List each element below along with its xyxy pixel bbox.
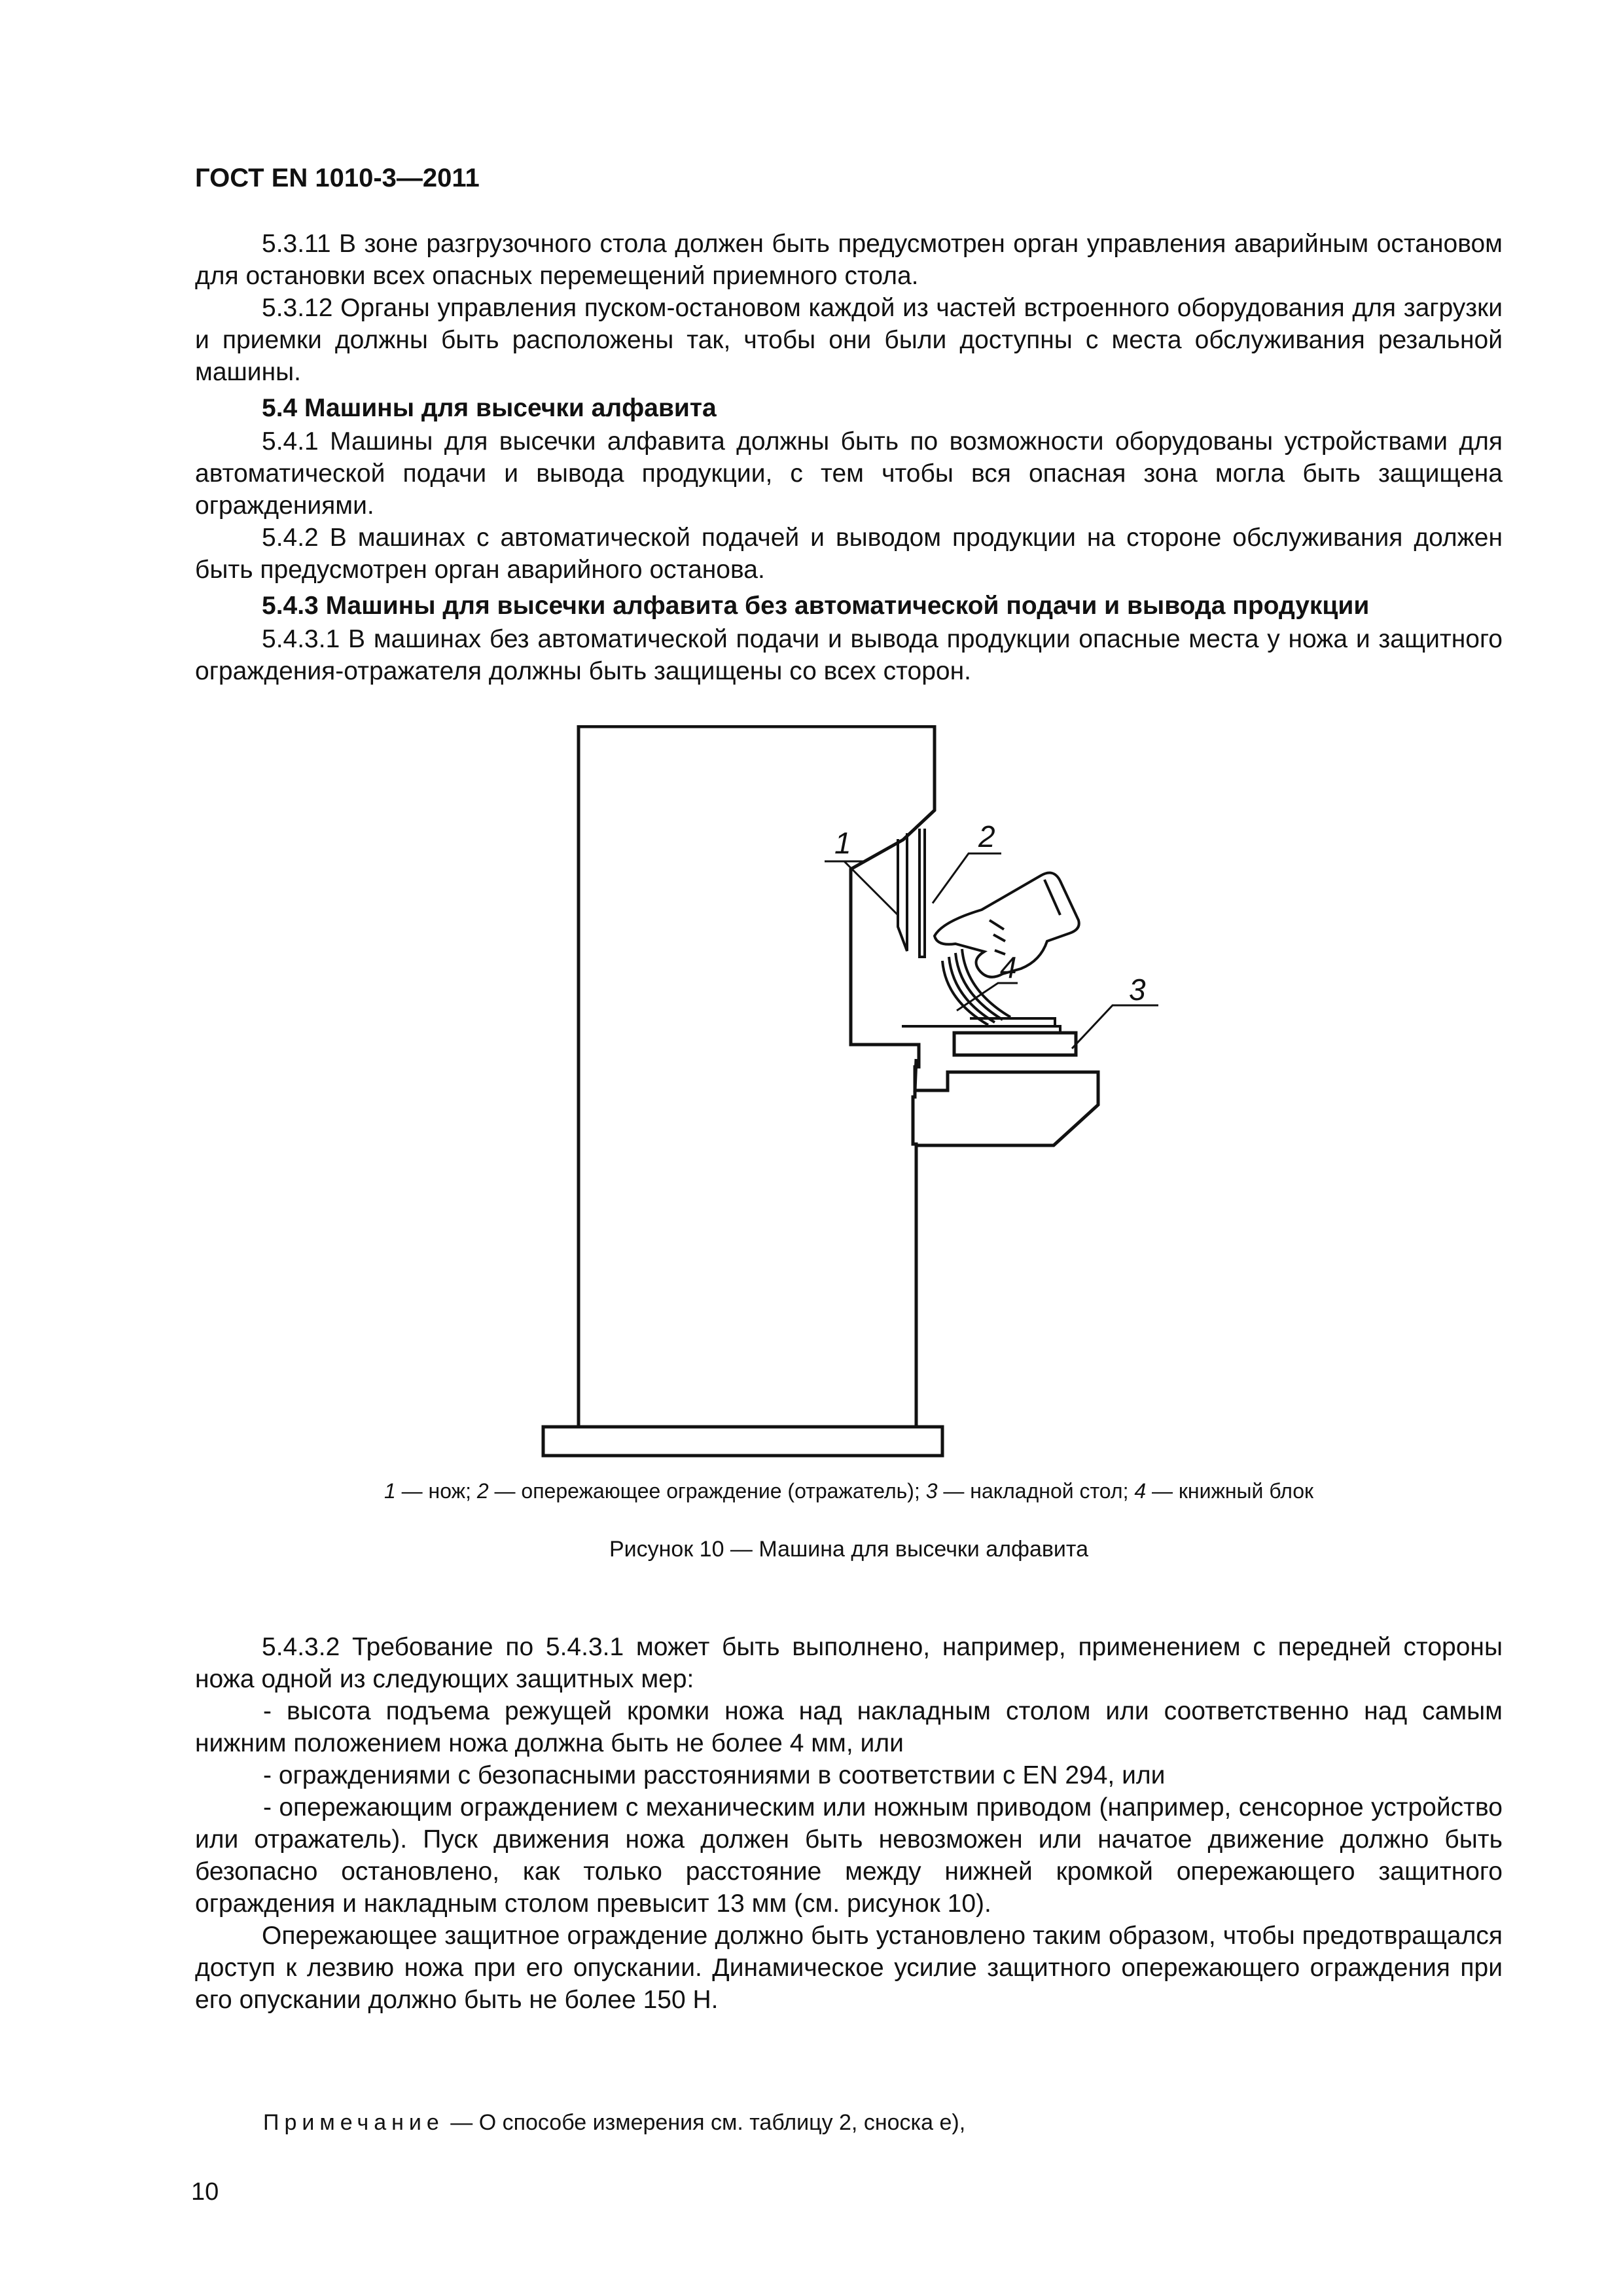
- feed-table: [954, 1033, 1076, 1055]
- note-label: Примечание: [263, 2110, 444, 2135]
- paragraph-5-4-1: 5.4.1 Машины для высечки алфавита должны быть по возможности оборудованы устройствами для автоматической подачи и вывода продукции, с тем чтобы вся опасная зона могла быть защищена ограждениями.: [195, 427, 1503, 520]
- document-header: ГОСТ EN 1010-3—2011: [195, 164, 480, 192]
- text-block-bottom: [195, 1631, 1503, 2016]
- figure-legend: 1 — нож; 2 — опережающее ограждение (отражатель); 3 — накладной стол; 4 — книжный блок: [383, 1479, 1314, 1503]
- paragraph-5-4-3-2: 5.4.3.2 Требование по 5.4.3.1 может быть выполнено, например, применением с передней стороны ножа одной из следующих защитных мер:: [195, 1633, 1503, 1693]
- machine-base: [543, 1427, 942, 1456]
- machine-frame: [579, 726, 935, 1427]
- callout-1: 1: [834, 826, 851, 860]
- text-block-top: [195, 228, 1503, 687]
- paragraph-guard-requirement: Опережающее защитное ограждение должно быть установлено таким образом, чтобы предотвращался доступ к лезвию ножа при его опускании. Динамическое усилие защитного опережающего ограждения при его опускании должно быть не более 150 Н.: [195, 1922, 1503, 2014]
- callout-3: 3: [1129, 973, 1146, 1007]
- bullet-item: - ограждениями с безопасными расстояниями в соответствии с EN 294, или: [263, 1761, 1166, 1789]
- book-block: [942, 949, 1055, 1026]
- bullet-item: - высота подъема режущей кромки ножа над накладным столом или соответственно над самым нижним положением ножа должна быть не более 4 мм, или: [195, 1697, 1503, 1757]
- figure-machine-drawing: [537, 725, 1158, 1465]
- paragraph-5-3-11: 5.3.11 В зоне разгрузочного стола должен быть предусмотрен орган управления аварийным остановом для остановки всех опасных перемещений приемного стола.: [195, 230, 1503, 290]
- figure-caption: Рисунок 10 — Машина для высечки алфавита: [609, 1537, 1089, 1562]
- knife: [898, 833, 907, 951]
- leader-line-3: [1072, 1005, 1158, 1049]
- bullet-item: - опережающим ограждением с механическим или ножным приводом (например, сенсорное устройство или отражатель). Пуск движения ножа должен быть невозможен или начатое движение должно быть безопасно остановлено, как только расстояние между нижней кромкой опережающего защитного ограждения и накладным столом превысит 13 мм (см. рисунок 10).: [195, 1793, 1503, 1918]
- note-text: — О способе измерения см. таблицу 2, сноска е),: [444, 2110, 966, 2135]
- callout-2: 2: [978, 819, 995, 853]
- paragraph-5-4-2: 5.4.2 В машинах с автоматической подачей и выводом продукции на стороне обслуживания должен быть предусмотрен орган аварийного останова.: [195, 524, 1503, 584]
- leader-line-2: [933, 853, 1001, 903]
- paragraph-5-3-12: 5.3.12 Органы управления пуском-остановом каждой из частей встроенного оборудования для загрузки и приемки должны быть расположены так, чтобы они были доступны с места обслуживания резальной машины.: [195, 294, 1503, 386]
- section-heading-5-4: 5.4 Машины для высечки алфавита: [262, 394, 717, 422]
- paragraph-5-4-3-1: 5.4.3.1 В машинах без автоматической подачи и вывода продукции опасные места у ножа и защитного ограждения-отражателя должны быть защищены со всех сторон.: [195, 625, 1503, 685]
- page-number: 10: [191, 2178, 219, 2206]
- guard-reflector: [919, 829, 925, 957]
- table-bracket: [915, 1059, 1098, 1145]
- note: [263, 2110, 965, 2136]
- callout-4: 4: [1000, 950, 1017, 984]
- section-heading-5-4-3: 5.4.3 Машины для высечки алфавита без автоматической подачи и вывода продукции: [262, 592, 1370, 620]
